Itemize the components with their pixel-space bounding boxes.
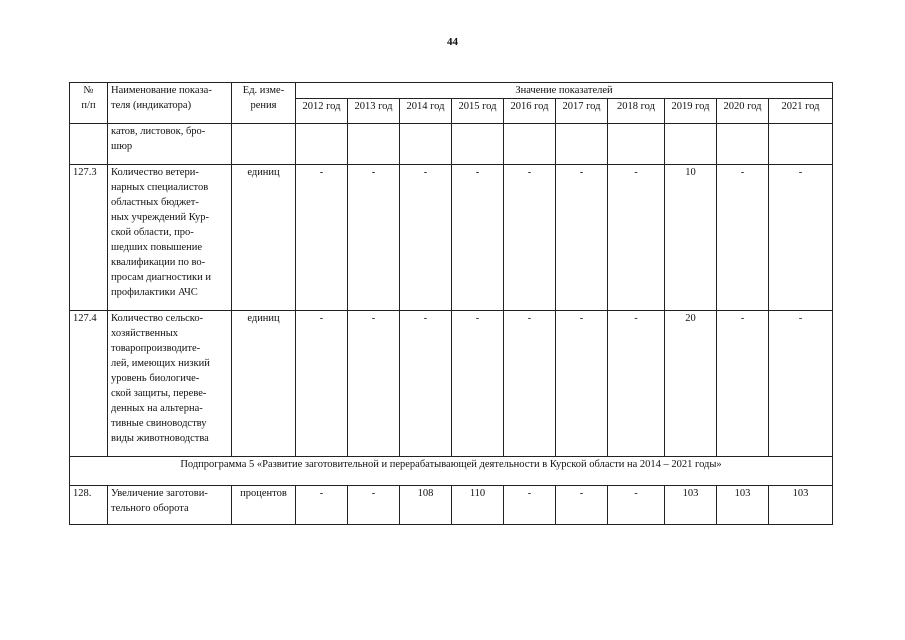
- row-value: [452, 124, 504, 165]
- row-unit: единиц: [232, 165, 296, 311]
- page-number: 44: [447, 36, 458, 48]
- indicators-table: [69, 82, 833, 525]
- row-unit: единиц: [232, 311, 296, 457]
- row-value: 20: [665, 311, 717, 457]
- row-value: -: [717, 165, 769, 311]
- header-name: Наименование показа- теля (индикатора): [108, 83, 232, 124]
- row-value: 103: [665, 486, 717, 525]
- table-row: [70, 124, 833, 165]
- row-value: -: [348, 486, 400, 525]
- subprogram-row: [70, 457, 833, 486]
- subprogram-title: Подпрограмма 5 «Развитие заготовительной и перерабатывающей деятельности в Курской области на 2014 – 2021 годы»: [70, 457, 833, 486]
- row-value: 108: [400, 486, 452, 525]
- header-row: [70, 83, 833, 99]
- header-year: 2015 год: [452, 99, 504, 124]
- row-num: 127.3: [70, 165, 108, 311]
- row-value: -: [452, 165, 504, 311]
- row-value: -: [608, 165, 665, 311]
- header-year: 2020 год: [717, 99, 769, 124]
- header-year: 2013 год: [348, 99, 400, 124]
- row-num: [70, 124, 108, 165]
- row-value: -: [504, 165, 556, 311]
- row-value: -: [608, 311, 665, 457]
- header-unit: Ед. изме- рения: [232, 83, 296, 124]
- row-value: -: [769, 165, 833, 311]
- row-num: 128.: [70, 486, 108, 525]
- row-value: [717, 124, 769, 165]
- row-value: -: [348, 311, 400, 457]
- row-unit: процентов: [232, 486, 296, 525]
- table-row: [70, 486, 833, 525]
- row-value: -: [504, 311, 556, 457]
- row-value: [556, 124, 608, 165]
- header-year: 2021 год: [769, 99, 833, 124]
- row-value: -: [769, 311, 833, 457]
- row-name: Количество ветери- нарных специалистов областных бюджет- ных учреждений Кур- ской области, про- шедших повышение квалификации по во- просам диагностики и профилактики АЧС: [108, 165, 232, 311]
- row-value: -: [296, 165, 348, 311]
- header-year: 2012 год: [296, 99, 348, 124]
- row-value: -: [556, 486, 608, 525]
- row-value: [348, 124, 400, 165]
- row-value: -: [556, 311, 608, 457]
- row-name: Количество сельско- хозяйственных товаропроизводите- лей, имеющих низкий уровень биологиче- ской защиты, переве- денных на альтерна- тивные свиноводству виды животноводства: [108, 311, 232, 457]
- header-year: 2019 год: [665, 99, 717, 124]
- row-value: 10: [665, 165, 717, 311]
- row-value: 103: [769, 486, 833, 525]
- header-year: 2014 год: [400, 99, 452, 124]
- row-value: -: [608, 486, 665, 525]
- row-value: 110: [452, 486, 504, 525]
- header-year: 2017 год: [556, 99, 608, 124]
- row-value: -: [400, 165, 452, 311]
- row-value: -: [717, 311, 769, 457]
- row-unit: [232, 124, 296, 165]
- row-value: [608, 124, 665, 165]
- header-year: 2016 год: [504, 99, 556, 124]
- row-value: -: [452, 311, 504, 457]
- header-values: Значение показателей: [296, 83, 833, 99]
- table-row: [70, 165, 833, 311]
- row-value: [665, 124, 717, 165]
- header-year: 2018 год: [608, 99, 665, 124]
- table-row: [70, 311, 833, 457]
- row-value: -: [296, 311, 348, 457]
- row-value: -: [400, 311, 452, 457]
- row-value: [400, 124, 452, 165]
- row-value: [296, 124, 348, 165]
- row-value: -: [556, 165, 608, 311]
- row-name: катов, листовок, бро- шюр: [108, 124, 232, 165]
- row-value: 103: [717, 486, 769, 525]
- row-value: [769, 124, 833, 165]
- row-value: -: [348, 165, 400, 311]
- row-value: -: [504, 486, 556, 525]
- row-value: [504, 124, 556, 165]
- row-name: Увеличение заготови- тельного оборота: [108, 486, 232, 525]
- row-value: -: [296, 486, 348, 525]
- row-num: 127.4: [70, 311, 108, 457]
- header-num: № п/п: [70, 83, 108, 124]
